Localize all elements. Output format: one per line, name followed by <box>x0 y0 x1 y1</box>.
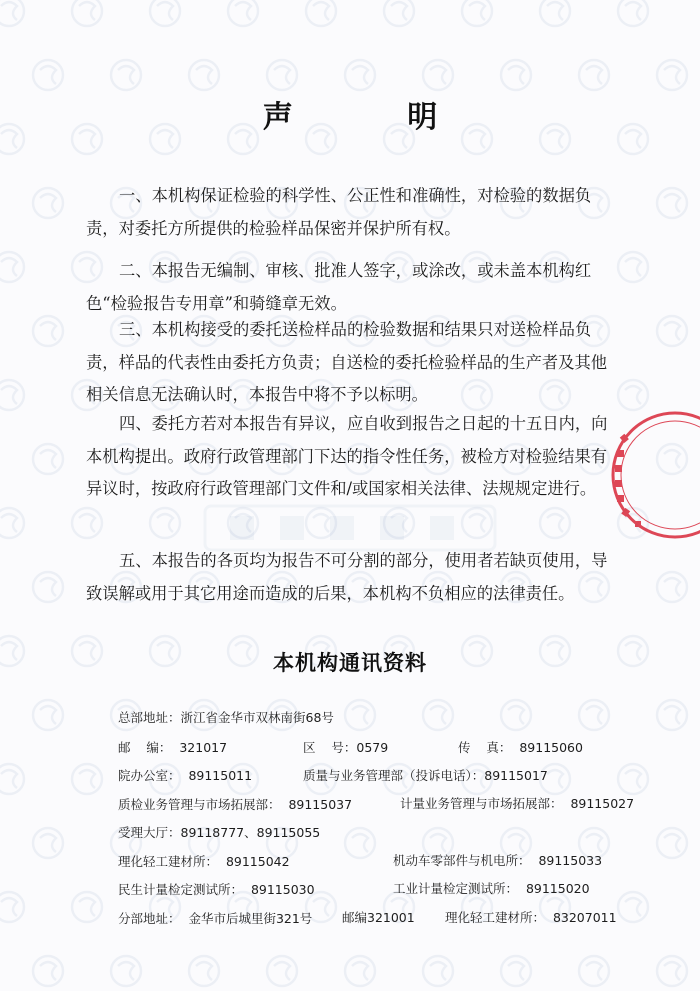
watermark-logo <box>614 760 652 798</box>
watermark-logo <box>29 952 67 990</box>
watermark-logo <box>614 0 652 30</box>
watermark-logo <box>185 952 223 990</box>
watermark-logo <box>458 0 496 30</box>
watermark-logo <box>263 952 301 990</box>
watermark-logo <box>29 312 67 350</box>
watermark-logo <box>653 184 691 222</box>
watermark-logo <box>0 0 28 30</box>
inspection-dept-phone: 质检业务管理与市场拓展部： 89115037 <box>118 797 353 812</box>
watermark-logo <box>341 952 379 990</box>
watermark-logo <box>380 0 418 30</box>
watermark-logo <box>653 568 691 606</box>
watermark-logo <box>29 568 67 606</box>
watermark-logo <box>653 312 691 350</box>
watermark-logo <box>185 56 223 94</box>
watermark-logo <box>29 184 67 222</box>
industrial-metrology-lab-phone: 工业计量检定测试所： 89115020 <box>393 881 590 896</box>
watermark-logo <box>107 952 145 990</box>
watermark-logo <box>653 696 691 734</box>
watermark-logo <box>575 56 613 94</box>
seal-stamp <box>605 405 700 545</box>
watermark-logo <box>0 376 28 414</box>
hq-address: 总部地址：浙江省金华市双林南街68号 <box>118 710 334 725</box>
watermark-logo <box>0 248 28 286</box>
branch-postcode: 邮编321001 <box>342 910 415 925</box>
contact-section-title: 本机构通讯资料 <box>273 651 427 675</box>
watermark-logo <box>68 504 106 542</box>
watermark-logo <box>263 56 301 94</box>
watermark-logo <box>0 888 28 926</box>
watermark-logo <box>536 504 574 542</box>
branch-address: 分部地址： 金华市后城里街321号 <box>118 911 313 926</box>
light-industry-lab-phone: 理化轻工建材所： 89115042 <box>118 854 290 869</box>
watermark-logo <box>497 56 535 94</box>
watermark-logo <box>29 696 67 734</box>
watermark-logo <box>29 824 67 862</box>
vehicle-parts-lab-phone: 机动车零部件与机电所： 89115033 <box>393 853 603 868</box>
postcode: 邮 编： 321017 <box>118 740 228 755</box>
watermark-logo <box>302 0 340 30</box>
watermark-logo <box>341 824 379 862</box>
civil-metrology-lab-phone: 民生计量检定测试所： 89115030 <box>118 882 315 897</box>
watermark-logo <box>614 888 652 926</box>
quality-dept-phone: 质量与业务管理部（投诉电话）：89115017 <box>303 768 548 783</box>
watermark-logo <box>107 56 145 94</box>
reception-phone: 受理大厅：89118777、89115055 <box>118 825 321 840</box>
watermark-logo <box>575 952 613 990</box>
watermark-logo <box>68 760 106 798</box>
office-phone: 院办公室： 89115011 <box>118 768 253 783</box>
clause-2: 二、本报告无编制、审核、批准人签字，或涂改，或未盖本机构红色“检验报告专用章”和骑缝章无效。 <box>86 261 592 313</box>
watermark-logo <box>497 696 535 734</box>
watermark-logo <box>29 56 67 94</box>
watermark-logo <box>224 0 262 30</box>
watermark-logo <box>0 760 28 798</box>
branch-light-industry-phone: 理化轻工建材所： 83207011 <box>445 910 617 925</box>
watermark-logo <box>0 504 28 542</box>
watermark-logo <box>614 248 652 286</box>
watermark-logo <box>536 0 574 30</box>
clause-1: 一、本机构保证检验的科学性、公正性和准确性，对检验的数据负责，对委托方所提供的检验样品保密并保护所有权。 <box>86 186 592 238</box>
watermark-logo <box>653 824 691 862</box>
metrology-dept-phone: 计量业务管理与市场拓展部： 89115027 <box>400 796 635 811</box>
watermark-logo <box>341 56 379 94</box>
watermark-logo <box>146 0 184 30</box>
clause-4: 四、委托方若对本报告有异议，应自收到报告之日起的十五日内，向本机构提出。政府行政管理部门下达的指令性任务，被检方对检验结果有异议时，按政府行政管理部门文件和/或国家相关法律、法规规定进行。 <box>86 414 608 498</box>
watermark-logo <box>29 440 67 478</box>
watermark-logo <box>68 0 106 30</box>
fax-number: 传 真： 89115060 <box>458 740 583 755</box>
watermark-logo <box>68 888 106 926</box>
watermark-logo <box>419 952 457 990</box>
clause-3: 三、本机构接受的委托送检样品的检验数据和结果只对送检样品负责，样品的代表性由委托方负责；自送检的委托检验样品的生产者及其他相关信息无法确认时，本报告中将不予以标明。 <box>86 320 608 404</box>
page-title: 声 明 <box>262 100 490 135</box>
area-code: 区 号：0579 <box>303 740 389 755</box>
watermark-logo <box>419 696 457 734</box>
watermark-logo <box>341 696 379 734</box>
watermark-logo <box>146 504 184 542</box>
watermark-logo <box>653 56 691 94</box>
clause-5: 五、本报告的各页均为报告不可分割的部分，使用者若缺页使用，导致误解或用于其它用途而造成的后果，本机构不负相应的法律责任。 <box>86 551 608 603</box>
watermark-logo <box>575 696 613 734</box>
watermark-logo <box>653 952 691 990</box>
watermark-logo <box>419 56 457 94</box>
watermark-logo <box>497 952 535 990</box>
